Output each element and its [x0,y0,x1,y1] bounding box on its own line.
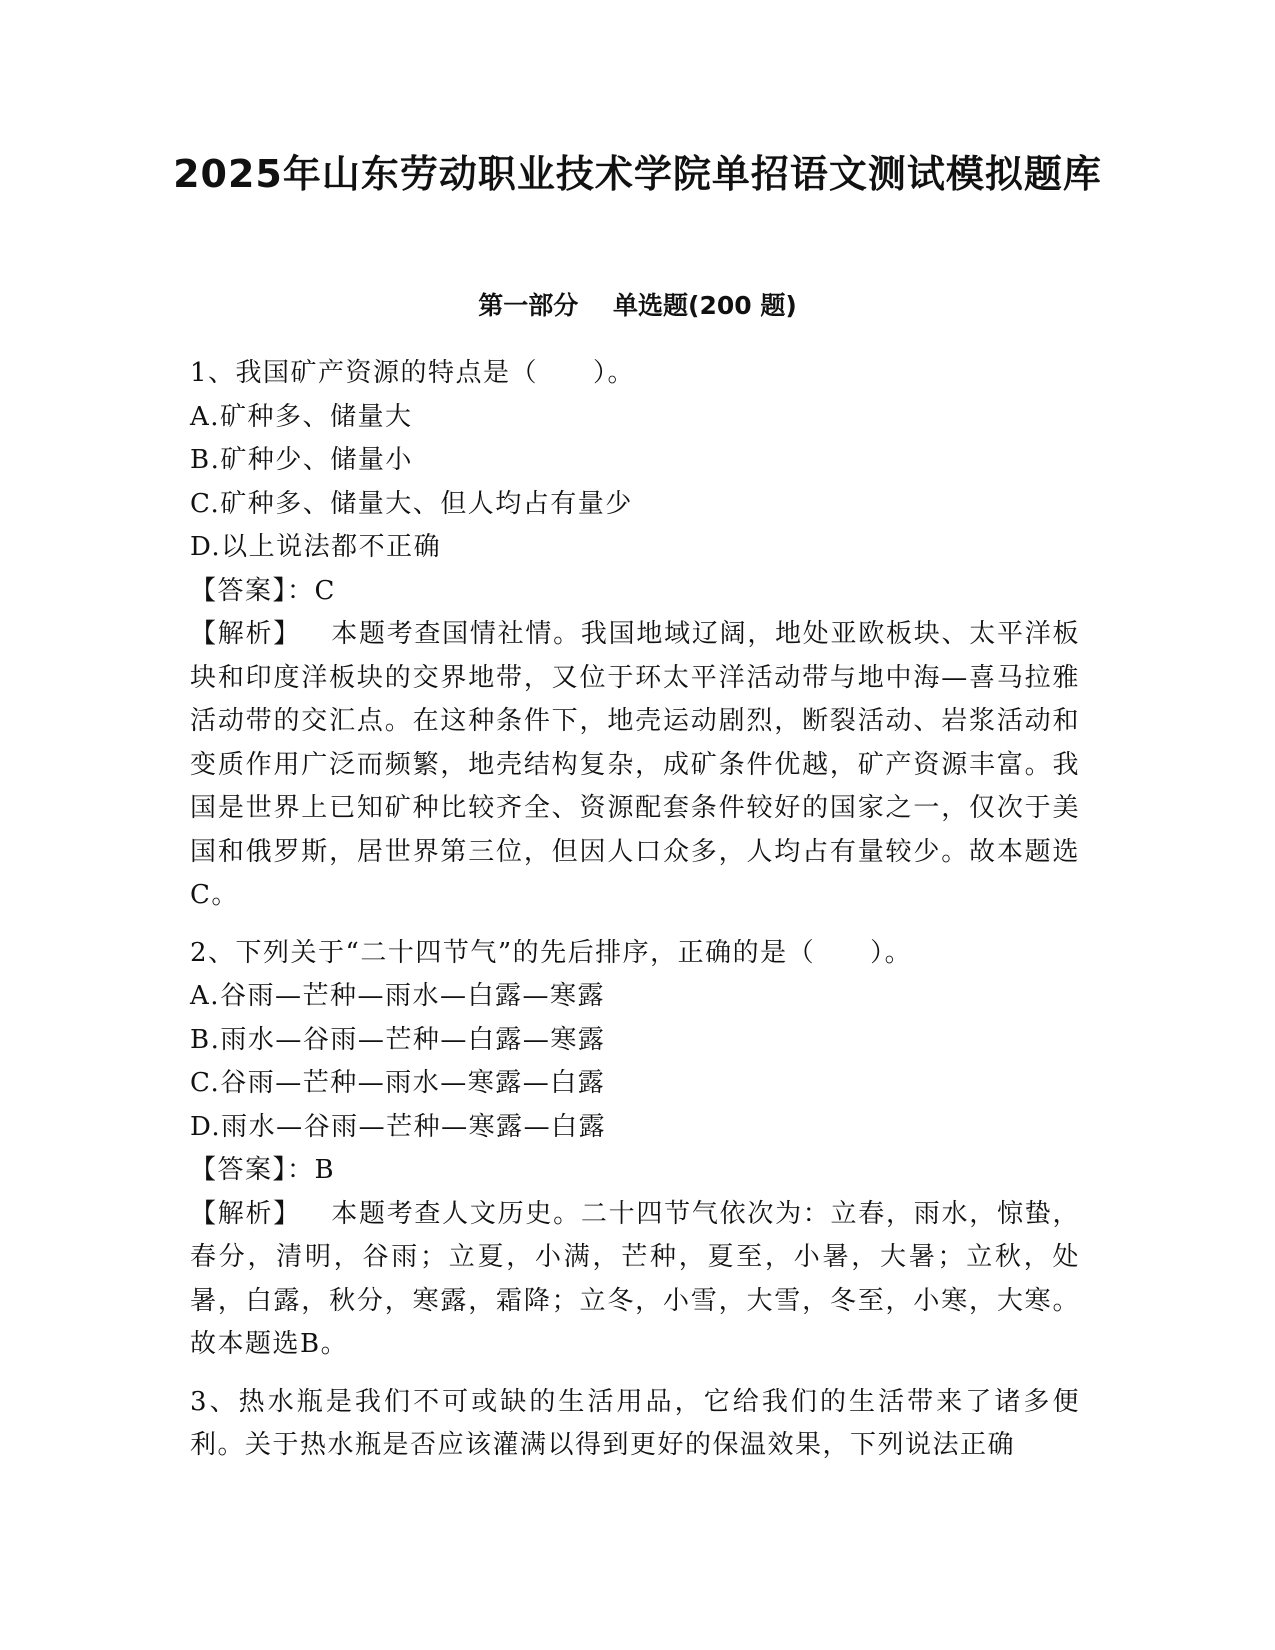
analysis-block [190,613,1080,918]
option-a: A.矿种多、储量大 [190,401,413,432]
section-heading: 第一部分 单选题(200 题) [478,291,797,320]
question-stem: 3、热水瓶是我们不可或缺的生活用品，它给我们的生活带来了诸多便利。关于热水瓶是否应该灌满以得到更好的保温效果，下列说法正确 [190,1386,1080,1460]
option-c: C.谷雨—芒种—雨水—寒露—白露 [190,1068,606,1098]
question-list [190,352,1080,1482]
question-stem: 1、我国矿产资源的特点是（ ）。 [190,358,636,388]
question-stem: 2、下列关于“二十四节气”的先后排序，正确的是（ ）。 [190,937,913,968]
answer-value: B [314,1155,336,1185]
answer-line [190,1149,1080,1193]
option-d: D.以上说法都不正确 [190,532,442,562]
analysis-label: 【解析】 [190,1198,301,1229]
analysis-text: 本题考查人文历史。二十四节气依次为：立春，雨水，惊蛰，春分，清明，谷雨；立夏，小满，芒种，夏至，小暑，大暑；立秋，处暑，白露，秋分，寒露，霜降；立冬，小雪，大雪，冬至，小寒，大寒。故本题选B。 [190,1198,1080,1359]
question-item [190,352,1080,918]
analysis-block [190,1193,1080,1367]
analysis-label: 【解析】 [190,619,301,649]
document-title: 2025年山东劳动职业技术学院单招语文测试模拟题库 [173,152,1102,196]
answer-label: 【答案】： [190,1155,315,1185]
question-item [190,1381,1080,1468]
answer-line [190,570,1080,614]
option-b: B.雨水—谷雨—芒种—白露—寒露 [190,1024,606,1055]
option-d: D.雨水—谷雨—芒种—寒露—白露 [190,1111,607,1142]
question-item [190,932,1080,1367]
option-b: B.矿种少、储量小 [190,445,413,475]
answer-label: 【答案】： [190,575,315,606]
analysis-text: 本题考查国情社情。我国地域辽阔，地处亚欧板块、太平洋板块和印度洋板块的交界地带，又位于环太平洋活动带与地中海—喜马拉雅活动带的交汇点。在这种条件下，地壳运动剧烈，断裂活动、岩浆活动和变质作用广泛而频繁，地壳结构复杂，成矿条件优越，矿产资源丰富。我国是世界上已知矿种比较齐全、资源配套条件较好的国家之一，仅次于美国和俄罗斯，居世界第三位，但因人口众多，人均占有量较少。故本题选C。 [190,619,1080,910]
option-a: A.谷雨—芒种—雨水—白露—寒露 [190,981,606,1011]
answer-value: C [314,575,336,606]
option-c: C.矿种多、储量大、但人均占有量少 [190,488,633,519]
